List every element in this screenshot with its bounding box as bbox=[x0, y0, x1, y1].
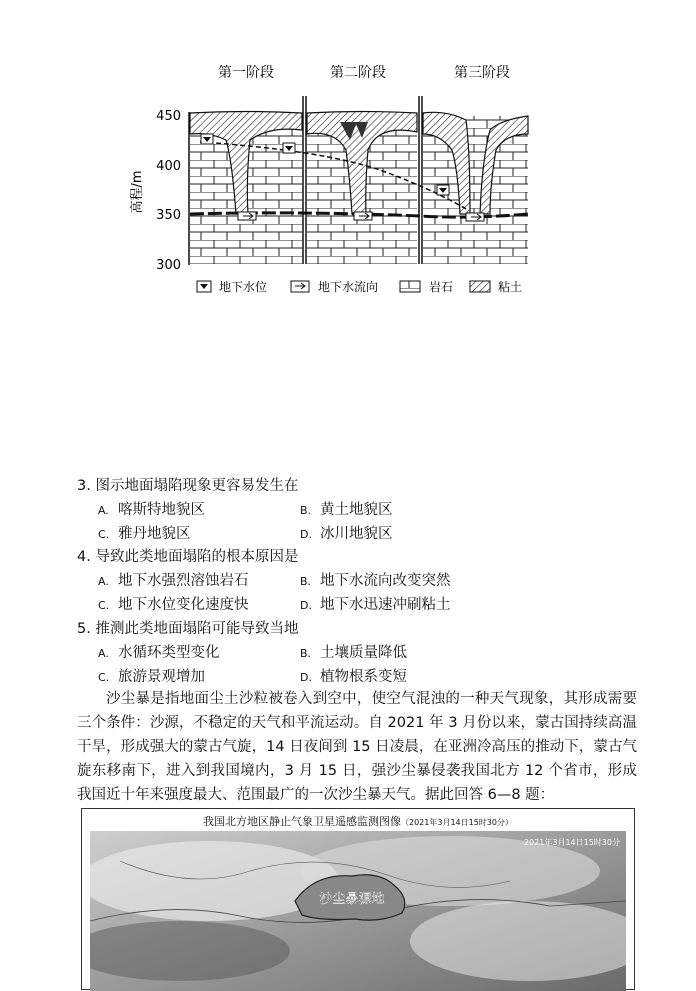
passage-text: 沙尘暴是指地面尘土沙粒被卷入到空中，使空气混浊的一种天气现象，其形成需要三个条件：沙源，不稳定的天气和平流运动。自 2021 年 3 月份以来，蒙古国持续高温干旱，形成强大的蒙古气旋，14 日夜间到 15 日凌晨，在亚洲冷高压的推动下，蒙古气旋东移南下，进入到我国境内，3 月 15 日，强沙尘暴侵袭我国北方 12 个省市，形成我国近十年来强度最大、范围最广的一次沙尘暴天气。据此回答 6—8 题： bbox=[77, 691, 637, 803]
legend-label-flow: 地下水流向 bbox=[318, 280, 379, 294]
flow-arrow bbox=[466, 213, 484, 221]
q4-option-d: D. 地下水迅速冲刷粘土 bbox=[300, 597, 451, 613]
question-5-stem: 5. 推测此类地面塌陷可能导致当地 bbox=[77, 621, 299, 637]
stage-label-1: 第一阶段 bbox=[218, 65, 274, 81]
q4-option-b: B. 地下水流向改变突然 bbox=[300, 573, 451, 589]
satellite-timestamp: 2021年3月14日15时30分 bbox=[524, 838, 620, 847]
q5-option-a: A. 水循环类型变化 bbox=[98, 645, 220, 661]
y-tick-450: 450 bbox=[156, 109, 181, 124]
water-level-marker bbox=[283, 143, 295, 153]
passage bbox=[77, 687, 637, 807]
legend-label-rock: 岩石 bbox=[429, 280, 454, 294]
panel-stage-2 bbox=[307, 112, 417, 265]
q3-option-a: A. 喀斯特地貌区 bbox=[98, 502, 205, 518]
satellite-title: 我国北方地区静止气象卫星遥感监测图像（2021年3月14日15时30分） bbox=[203, 815, 513, 828]
question-3-stem: 3. 图示地面塌陷现象更容易发生在 bbox=[77, 478, 299, 494]
q3-option-c: C. 雅丹地貌区 bbox=[98, 526, 191, 542]
q4-option-a: A. 地下水强烈溶蚀岩石 bbox=[98, 573, 249, 589]
q5-option-b: B. 土壤质量降低 bbox=[300, 645, 407, 661]
rock-symbol bbox=[400, 281, 420, 292]
stage-label-3: 第三阶段 bbox=[454, 65, 510, 81]
legend-label-water-level: 地下水位 bbox=[219, 280, 268, 294]
legend bbox=[197, 279, 522, 294]
stage-label-2: 第二阶段 bbox=[330, 65, 386, 81]
satellite-figure bbox=[81, 808, 635, 990]
dust-source-label: 沙尘暴源地 bbox=[319, 892, 385, 907]
water-level-marker bbox=[201, 134, 213, 144]
water-level-marker bbox=[437, 185, 449, 195]
y-axis-label: 高程/m bbox=[130, 170, 145, 214]
q3-option-d: D. 冰川地貌区 bbox=[300, 526, 393, 542]
legend-label-clay: 粘土 bbox=[498, 280, 523, 294]
y-tick-300: 300 bbox=[156, 258, 181, 273]
y-tick-350: 350 bbox=[156, 208, 181, 223]
question-4-stem: 4. 导致此类地面塌陷的根本原因是 bbox=[77, 549, 299, 565]
satellite-image bbox=[90, 831, 626, 991]
collapse-diagram bbox=[0, 0, 696, 300]
water-level-symbol bbox=[197, 281, 211, 292]
q5-option-c: C. 旅游景观增加 bbox=[98, 669, 205, 685]
y-tick-400: 400 bbox=[156, 159, 181, 174]
clay-symbol bbox=[470, 281, 490, 292]
flow-arrow bbox=[238, 212, 256, 220]
flow-arrow bbox=[354, 212, 372, 220]
q5-option-d: D. 植物根系变短 bbox=[300, 669, 407, 685]
flow-direction-symbol bbox=[291, 281, 309, 292]
q3-option-b: B. 黄土地貌区 bbox=[300, 502, 393, 518]
q4-option-c: C. 地下水位变化速度快 bbox=[98, 597, 249, 613]
